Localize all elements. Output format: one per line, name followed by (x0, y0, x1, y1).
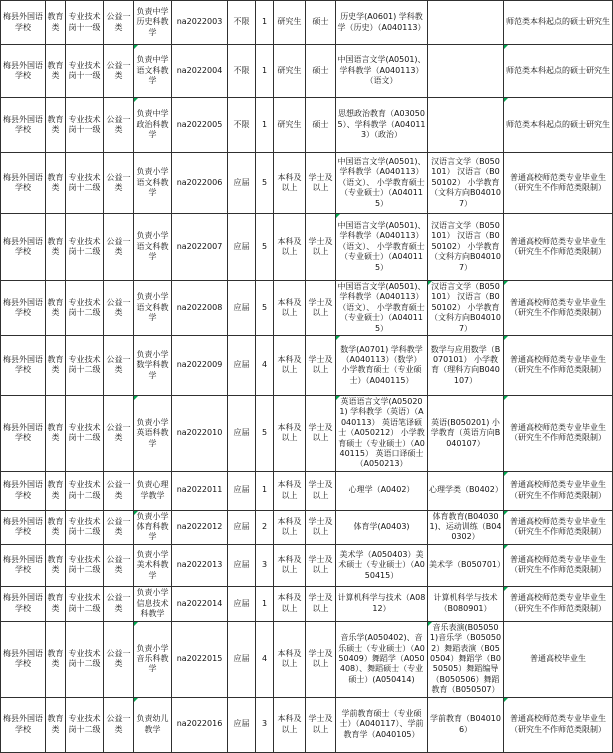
cell-grad-major[interactable]: 中国语言文学(A0501)、学科教学（A040113）（语文）、 小学教育硕士（专业硕士）（A040115） (336, 153, 428, 214)
cell-count[interactable]: 1 (256, 586, 274, 621)
cell-code[interactable]: na2022010 (172, 395, 228, 471)
cell-duty[interactable]: 负责小学语文科教学 (134, 214, 172, 281)
cell-grad-major[interactable]: 英语语言文学(A050201) 学科教学（英语）（A040113） 英语笔译硕士（A050212） 小学教育硕士（专业硕士）（A040115） 英语口译硕士（A050213） (336, 395, 428, 471)
cell-grad-major[interactable]: 中国语言文学(A0501)、学科教学（A040113）（语文）、 小学教育硕士（专业硕士）（A040115） (336, 214, 428, 281)
cell-category[interactable]: 教育类 (46, 586, 66, 621)
table-row (1, 471, 613, 510)
cell-remark[interactable]: 普通高校师范类专业毕业生（研究生不作师范类限制） (504, 335, 613, 395)
cell-education[interactable]: 本科及以上 (274, 153, 306, 214)
cell-degree[interactable]: 学士及以上 (306, 544, 336, 586)
cell-school[interactable]: 梅县外国语学校 (1, 471, 46, 510)
cell-duty[interactable]: 负责小学信息技术科教学 (134, 586, 172, 621)
cell-duty[interactable]: 负责小学数学科教学 (134, 335, 172, 395)
cell-post-level[interactable]: 专业技术岗十二级 (66, 697, 104, 752)
comment-marker-icon (428, 281, 432, 285)
cell-code[interactable]: na2022008 (172, 281, 228, 336)
cell-ug-major[interactable]: 数学与应用数学（B070101） 小学教育（理科方向B040107） (428, 335, 504, 395)
comment-marker-icon (504, 396, 508, 400)
cell-category[interactable]: 教育类 (46, 281, 66, 336)
cell-education[interactable]: 研究生 (274, 98, 306, 153)
comment-marker-icon (134, 396, 138, 400)
comment-marker-icon (504, 98, 508, 102)
cell-target[interactable]: 应届 (228, 544, 256, 586)
cell-duty[interactable]: 负责幼儿教学 (134, 697, 172, 752)
cell-category[interactable]: 教育类 (46, 214, 66, 281)
cell-degree[interactable]: 学士及以上 (306, 510, 336, 544)
cell-grad-major[interactable]: 计算机科学与技术（A0812） (336, 586, 428, 621)
cell-category[interactable]: 教育类 (46, 98, 66, 153)
cell-code[interactable]: na2022014 (172, 586, 228, 621)
cell-code[interactable]: na2022016 (172, 697, 228, 752)
cell-grad-major[interactable]: 音乐学(A050402)、音乐硕士（专业硕士）（A050409）舞蹈学（A050408）、舞蹈硕士（专业硕士）(A050414) (336, 621, 428, 697)
cell-degree[interactable]: 硕士 (306, 98, 336, 153)
cell-post-level[interactable]: 专业技术岗十二级 (66, 621, 104, 697)
cell-post-level[interactable]: 专业技术岗十二级 (66, 281, 104, 336)
cell-remark[interactable]: 普通高校师范类专业毕业生（研究生不作师范类限制） (504, 697, 613, 752)
cell-grad-major[interactable]: 思想政治教育（A030505）、学科教学（A040113）（政治） (336, 98, 428, 153)
cell-category[interactable]: 教育类 (46, 1, 66, 45)
cell-school[interactable]: 梅县外国语学校 (1, 586, 46, 621)
cell-target[interactable]: 应届 (228, 335, 256, 395)
cell-target[interactable]: 应届 (228, 153, 256, 214)
cell-degree[interactable]: 学士及以上 (306, 214, 336, 281)
cell-ug-major[interactable]: 汉语言文学（B050101） 汉语言（B050102） 小学教育（文科方向B040107） (428, 153, 504, 214)
cell-education[interactable]: 本科及以上 (274, 281, 306, 336)
cell-education[interactable]: 本科及以上 (274, 510, 306, 544)
cell-duty[interactable]: 负责小学音乐科教学 (134, 621, 172, 697)
cell-school[interactable]: 梅县外国语学校 (1, 544, 46, 586)
cell-duty[interactable]: 负责中学历史科教学 (134, 1, 172, 45)
cell-category[interactable]: 教育类 (46, 621, 66, 697)
cell-education[interactable]: 研究生 (274, 45, 306, 98)
cell-category[interactable]: 教育类 (46, 335, 66, 395)
cell-education[interactable]: 研究生 (274, 1, 306, 45)
cell-post-level[interactable]: 专业技术岗十二级 (66, 335, 104, 395)
cell-remark[interactable]: 普通高校师范类专业毕业生（研究生不作师范类限制） (504, 544, 613, 586)
comment-marker-icon (504, 45, 508, 49)
cell-code[interactable]: na2022015 (172, 621, 228, 697)
cell-code[interactable]: na2022004 (172, 45, 228, 98)
cell-degree[interactable]: 硕士 (306, 1, 336, 45)
cell-category[interactable]: 教育类 (46, 510, 66, 544)
comment-marker-icon (504, 472, 508, 476)
cell-grad-major[interactable]: 历史学(A0601) 学科教学（历史）（A040113） (336, 1, 428, 45)
cell-post-level[interactable]: 专业技术岗十二级 (66, 214, 104, 281)
cell-welfare[interactable]: 公益一类 (104, 98, 134, 153)
comment-marker-icon (504, 281, 508, 285)
comment-marker-icon (134, 45, 138, 49)
cell-target[interactable]: 应届 (228, 471, 256, 510)
cell-duty[interactable]: 负责小学美术科教学 (134, 544, 172, 586)
cell-education[interactable]: 本科及以上 (274, 621, 306, 697)
cell-post-level[interactable]: 专业技术岗十一级 (66, 1, 104, 45)
cell-count[interactable]: 5 (256, 395, 274, 471)
table-row (1, 621, 613, 697)
cell-remark[interactable]: 普通高校师范类专业毕业生（研究生不作师范类限制） (504, 281, 613, 336)
cell-duty[interactable]: 负责小学英语科教学 (134, 395, 172, 471)
cell-welfare[interactable]: 公益一类 (104, 697, 134, 752)
cell-education[interactable]: 本科及以上 (274, 335, 306, 395)
cell-count[interactable]: 1 (256, 45, 274, 98)
cell-target[interactable]: 应届 (228, 586, 256, 621)
cell-remark[interactable]: 师范类本科起点的硕士研究生 (504, 1, 613, 45)
table-row (1, 586, 613, 621)
cell-degree[interactable]: 学士及以上 (306, 335, 336, 395)
cell-target[interactable]: 应届 (228, 510, 256, 544)
cell-target[interactable]: 应届 (228, 621, 256, 697)
cell-school[interactable]: 梅县外国语学校 (1, 153, 46, 214)
cell-count[interactable]: 1 (256, 98, 274, 153)
table-row (1, 544, 613, 586)
cell-count[interactable]: 4 (256, 621, 274, 697)
cell-remark[interactable]: 普通高校毕业生 (504, 621, 613, 697)
cell-grad-major[interactable]: 中国语言文学(A0501)、学科教学（A040113）（语文）、 小学教育硕士（专业硕士）（A040115） (336, 281, 428, 336)
cell-category[interactable]: 教育类 (46, 395, 66, 471)
cell-count[interactable]: 5 (256, 153, 274, 214)
cell-ug-major[interactable] (428, 1, 504, 45)
cell-school[interactable]: 梅县外国语学校 (1, 1, 46, 45)
table-row (1, 98, 613, 153)
comment-marker-icon (336, 396, 340, 400)
cell-count[interactable]: 5 (256, 214, 274, 281)
cell-education[interactable]: 本科及以上 (274, 697, 306, 752)
cell-post-level[interactable]: 专业技术岗十二级 (66, 395, 104, 471)
cell-degree[interactable]: 学士及以上 (306, 281, 336, 336)
table-row (1, 697, 613, 752)
cell-count[interactable]: 3 (256, 697, 274, 752)
cell-count[interactable]: 5 (256, 281, 274, 336)
cell-duty[interactable]: 负责小学体育科教学 (134, 510, 172, 544)
cell-remark[interactable]: 普通高校师范类专业毕业生（研究生不作师范类限制） (504, 586, 613, 621)
cell-education[interactable]: 本科及以上 (274, 395, 306, 471)
cell-code[interactable]: na2022005 (172, 98, 228, 153)
comment-marker-icon (336, 336, 340, 340)
cell-degree[interactable]: 学士及以上 (306, 697, 336, 752)
cell-ug-major[interactable]: 计算机科学与技术（B080901） (428, 586, 504, 621)
cell-remark[interactable]: 普通高校师范类专业毕业生（研究生不作师范类限制） (504, 510, 613, 544)
cell-code[interactable]: na2022012 (172, 510, 228, 544)
comment-marker-icon (134, 622, 138, 626)
cell-school[interactable]: 梅县外国语学校 (1, 510, 46, 544)
table-row (1, 510, 613, 544)
cell-code[interactable]: na2022009 (172, 335, 228, 395)
cell-post-level[interactable]: 专业技术岗十一级 (66, 98, 104, 153)
comment-marker-icon (504, 698, 508, 702)
cell-ug-major[interactable]: 体育教育(B040301)、运动训练（B040302） (428, 510, 504, 544)
cell-school[interactable]: 梅县外国语学校 (1, 98, 46, 153)
comment-marker-icon (134, 511, 138, 515)
cell-code[interactable]: na2022007 (172, 214, 228, 281)
cell-welfare[interactable]: 公益一类 (104, 395, 134, 471)
cell-welfare[interactable]: 公益一类 (104, 621, 134, 697)
cell-school[interactable]: 梅县外国语学校 (1, 335, 46, 395)
comment-marker-icon (504, 511, 508, 515)
comment-marker-icon (428, 622, 432, 626)
cell-code[interactable]: na2022013 (172, 544, 228, 586)
cell-degree[interactable]: 硕士 (306, 45, 336, 98)
cell-welfare[interactable]: 公益一类 (104, 335, 134, 395)
table-row (1, 395, 613, 471)
cell-code[interactable]: na2022011 (172, 471, 228, 510)
table-row (1, 214, 613, 281)
comment-marker-icon (134, 98, 138, 102)
cell-degree[interactable]: 学士及以上 (306, 586, 336, 621)
cell-grad-major[interactable]: 美术学（A050403）美术硕士（专业硕士）（A050415） (336, 544, 428, 586)
cell-remark[interactable]: 师范类本科起点的硕士研究生 (504, 45, 613, 98)
cell-welfare[interactable]: 公益一类 (104, 214, 134, 281)
cell-target[interactable]: 应届 (228, 395, 256, 471)
cell-remark[interactable]: 普通高校师范类专业毕业生（研究生不作师范类限制） (504, 153, 613, 214)
comment-marker-icon (504, 587, 508, 591)
cell-count[interactable]: 1 (256, 471, 274, 510)
cell-grad-major[interactable]: 中国语言文学(A0501)、学科教学（A040113）（语文） (336, 45, 428, 98)
cell-duty[interactable]: 负责小学语文科教学 (134, 281, 172, 336)
cell-ug-major[interactable]: 汉语言文学（B050101） 汉语言（B050102） 小学教育（文科方向B040107） (428, 281, 504, 336)
cell-count[interactable]: 1 (256, 1, 274, 45)
cell-count[interactable]: 4 (256, 335, 274, 395)
cell-school[interactable]: 梅县外国语学校 (1, 395, 46, 471)
cell-category[interactable]: 教育类 (46, 697, 66, 752)
cell-welfare[interactable]: 公益一类 (104, 45, 134, 98)
cell-duty[interactable]: 负责中学语文科教学 (134, 45, 172, 98)
cell-education[interactable]: 本科及以上 (274, 214, 306, 281)
cell-post-level[interactable]: 专业技术岗十二级 (66, 586, 104, 621)
cell-grad-major[interactable]: 学前教育硕士（专业硕士）（A040117）、学前教育学（A040105） (336, 697, 428, 752)
cell-target[interactable]: 不限 (228, 45, 256, 98)
comment-marker-icon (336, 214, 340, 218)
cell-grad-major[interactable]: 体育学(A0403) (336, 510, 428, 544)
cell-ug-major[interactable]: 汉语言文学（B050101） 汉语言（B050102） 小学教育（文科方向B040107） (428, 214, 504, 281)
cell-grad-major[interactable]: 数学(A0701) 学科教学（A040113）（数学） 小学教育硕士（专业硕士）（A040115） (336, 335, 428, 395)
cell-post-level[interactable]: 专业技术岗十二级 (66, 510, 104, 544)
cell-post-level[interactable]: 专业技术岗十二级 (66, 471, 104, 510)
cell-count[interactable]: 3 (256, 544, 274, 586)
cell-category[interactable]: 教育类 (46, 471, 66, 510)
cell-degree[interactable]: 学士及以上 (306, 621, 336, 697)
comment-marker-icon (504, 545, 508, 549)
table-row (1, 335, 613, 395)
cell-education[interactable]: 本科及以上 (274, 586, 306, 621)
cell-welfare[interactable]: 公益一类 (104, 544, 134, 586)
cell-duty[interactable]: 负责心理学教学 (134, 471, 172, 510)
recruitment-table-body (1, 1, 613, 753)
cell-category[interactable]: 教育类 (46, 544, 66, 586)
comment-marker-icon (504, 336, 508, 340)
cell-remark[interactable]: 普通高校师范类专业毕业生（研究生不作师范类限制） (504, 471, 613, 510)
table-row (1, 45, 613, 98)
cell-school[interactable]: 梅县外国语学校 (1, 45, 46, 98)
cell-grad-major[interactable]: 心理学（A0402） (336, 471, 428, 510)
cell-post-level[interactable]: 专业技术岗十二级 (66, 544, 104, 586)
cell-school[interactable]: 梅县外国语学校 (1, 281, 46, 336)
cell-remark[interactable]: 普通高校师范类专业毕业生（研究生不作师范类限制） (504, 395, 613, 471)
cell-ug-major[interactable] (428, 98, 504, 153)
comment-marker-icon (134, 698, 138, 702)
cell-degree[interactable]: 学士及以上 (306, 153, 336, 214)
cell-welfare[interactable]: 公益一类 (104, 586, 134, 621)
cell-school[interactable]: 梅县外国语学校 (1, 214, 46, 281)
cell-ug-major[interactable]: 英语(B050201) 小学教育（英语方向B040107） (428, 395, 504, 471)
cell-duty[interactable]: 负责中学政治科教学 (134, 98, 172, 153)
cell-target[interactable]: 不限 (228, 98, 256, 153)
cell-welfare[interactable]: 公益一类 (104, 471, 134, 510)
cell-code[interactable]: na2022003 (172, 1, 228, 45)
cell-school[interactable]: 梅县外国语学校 (1, 621, 46, 697)
cell-welfare[interactable]: 公益一类 (104, 510, 134, 544)
cell-count[interactable]: 2 (256, 510, 274, 544)
cell-ug-major[interactable]: 美术学（B050701） (428, 544, 504, 586)
cell-category[interactable]: 教育类 (46, 153, 66, 214)
cell-welfare[interactable]: 公益一类 (104, 153, 134, 214)
cell-code[interactable]: na2022006 (172, 153, 228, 214)
cell-category[interactable]: 教育类 (46, 45, 66, 98)
cell-target[interactable]: 应届 (228, 697, 256, 752)
cell-target[interactable]: 应届 (228, 214, 256, 281)
table-row (1, 1, 613, 45)
cell-ug-major[interactable] (428, 45, 504, 98)
table-row (1, 281, 613, 336)
cell-ug-major[interactable]: 心理学类（B0402） (428, 471, 504, 510)
cell-welfare[interactable]: 公益一类 (104, 1, 134, 45)
cell-school[interactable]: 梅县外国语学校 (1, 697, 46, 752)
cell-education[interactable]: 本科及以上 (274, 544, 306, 586)
cell-target[interactable]: 不限 (228, 1, 256, 45)
cell-remark[interactable]: 普通高校师范类专业毕业生（研究生不作师范类限制） (504, 214, 613, 281)
cell-welfare[interactable]: 公益一类 (104, 281, 134, 336)
cell-ug-major[interactable]: 音乐表演(B050501)音乐学（B050502）舞蹈表演（B050504）舞蹈学（B050505）舞蹈编导（B050506）舞蹈教育（B050507） (428, 621, 504, 697)
table-row (1, 153, 613, 214)
cell-education[interactable]: 本科及以上 (274, 471, 306, 510)
cell-post-level[interactable]: 专业技术岗十一级 (66, 45, 104, 98)
cell-duty[interactable]: 负责小学语文科教学 (134, 153, 172, 214)
cell-remark[interactable]: 师范类本科起点的硕士研究生 (504, 98, 613, 153)
cell-post-level[interactable]: 专业技术岗十二级 (66, 153, 104, 214)
cell-degree[interactable]: 学士及以上 (306, 471, 336, 510)
cell-target[interactable]: 应届 (228, 281, 256, 336)
cell-degree[interactable]: 学士及以上 (306, 395, 336, 471)
cell-ug-major[interactable]: 学前教育（B040106） (428, 697, 504, 752)
